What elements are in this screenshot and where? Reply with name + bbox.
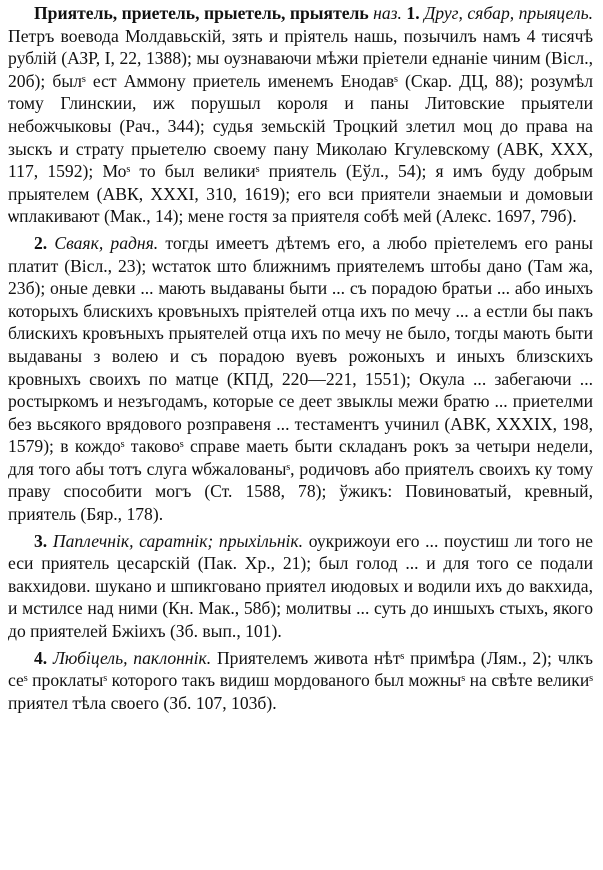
headword: Приятель, приетель, прыетель, прыятель [34,3,369,23]
part-of-speech: наз. [373,3,402,23]
sense-3-number: 3. [34,530,48,551]
sense-3-body: оукрижоуи его ... поустиш ли того не еси приятель цесарскій (Пак. Хр., 21); был голод ... и для того се подали вакхидови. шукано и шпикговано приятел июдовых и водили ихъ до вакхида, и мстилсе над ними (Кн. Мак., 58б); молитвы ... суть до иншыхъ стыхъ, якого до приятелей Бжіихъ (Зб. вып., 101). [8,530,593,642]
sense-2-body: тогды имеетъ дѣтемъ его, а любо прiетелемъ его раны платит (Вісл., 23); ѡстаток што ближнимъ приятелемъ штобы дано (Там жа, 23б); оные девки ... мають выдаваны быти ... съ порадою братьи ... або иныхъ которыхъ блискихъ кровъныхъ пріятелей отца ихъ по мечу ... а естли бы пакъ блискихъ кровъныхъ прыятелей отца ихъ по мечу не было, тогды мають быти выдаваны з волею и съ порадою вуевъ рожоныхъ и иныхъ близскихъ кровныхъ своихъ по матце (КПД, 220—221, 1551); Окула ... забегаючи ... ростыркомъ и незъгодамъ, которые се деет звыклы межи братю ... приетелми без вьсякого врядового розправеня ... тестаментъ учинил (АВК, ХХХIХ, 198, 1579); в кождоˢ таковоˢ справе маеть быти складанъ рокъ за четыри недели, для того абы тотъ слуга ѡбжалованыˢ, родичовъ або приятелъ своихъ ку тому праву способити могъ (Ст. 1588, 78); ўжикъ: Повиноватый, кревный, приятель (Бяр., 178). [8,232,593,525]
sense-1-gloss: Друг, сябар, прыяцель. [424,3,593,23]
sense-1-body: Петръ воевода Молдавьскій, зять и пріятель нашь, позычилъ намъ 4 тисячѣ рублій (АЗР, I, 22, 1388); мы оузнаваючи мѣжи пріетели еднаніе чиним (Вісл., 20б); былˢ ест Аммону приетель именемъ Енодавˢ (Скар. ДЦ, 88); розумѣл тому Глинскии, иж порушыл короля и паны Литовские прыятели небожчыковы (Рач., 344); судья земьскій Троцкий злетил моц до права на зыскъ и страту прыетелю своему пану Миколаю Кгулевскому (АВК, ХХХ, 117, 1592); Моˢ то был великиˢ приятель (Еўл., 54); я имъ буду добрым прыятелем (АВК, ХХХI, 310, 1619); его вси приятели знаемыи и домовыи ѡплакивают (Мак., 14); мене гостя за приятеля собѣ мей (Алекс. 1697, 79б). [8,25,593,227]
sense-4-number: 4. [34,647,48,668]
sense-4-gloss: Любіцель, паклоннік. [53,647,212,668]
sense-1-paragraph [8,2,593,228]
sense-3-gloss: Паплечнік, саратнік; прыхільнік. [52,530,304,551]
sense-1-number: 1. [406,3,420,23]
sense-2-number: 2. [34,232,48,253]
sense-4-paragraph [8,647,593,715]
sense-4-body: Приятелемъ живота нѣтˢ примѣра (Лям., 2); члкъ сеˢ проклатыˢ которого такъ видиш мордованого был можныˢ на свѣте великиˢ приятел тѣла своего (Зб. 107, 103б). [8,647,593,713]
sense-2-gloss: Сваяк, радня. [54,232,159,253]
sense-3-paragraph [8,530,593,643]
sense-2-paragraph [8,232,593,526]
